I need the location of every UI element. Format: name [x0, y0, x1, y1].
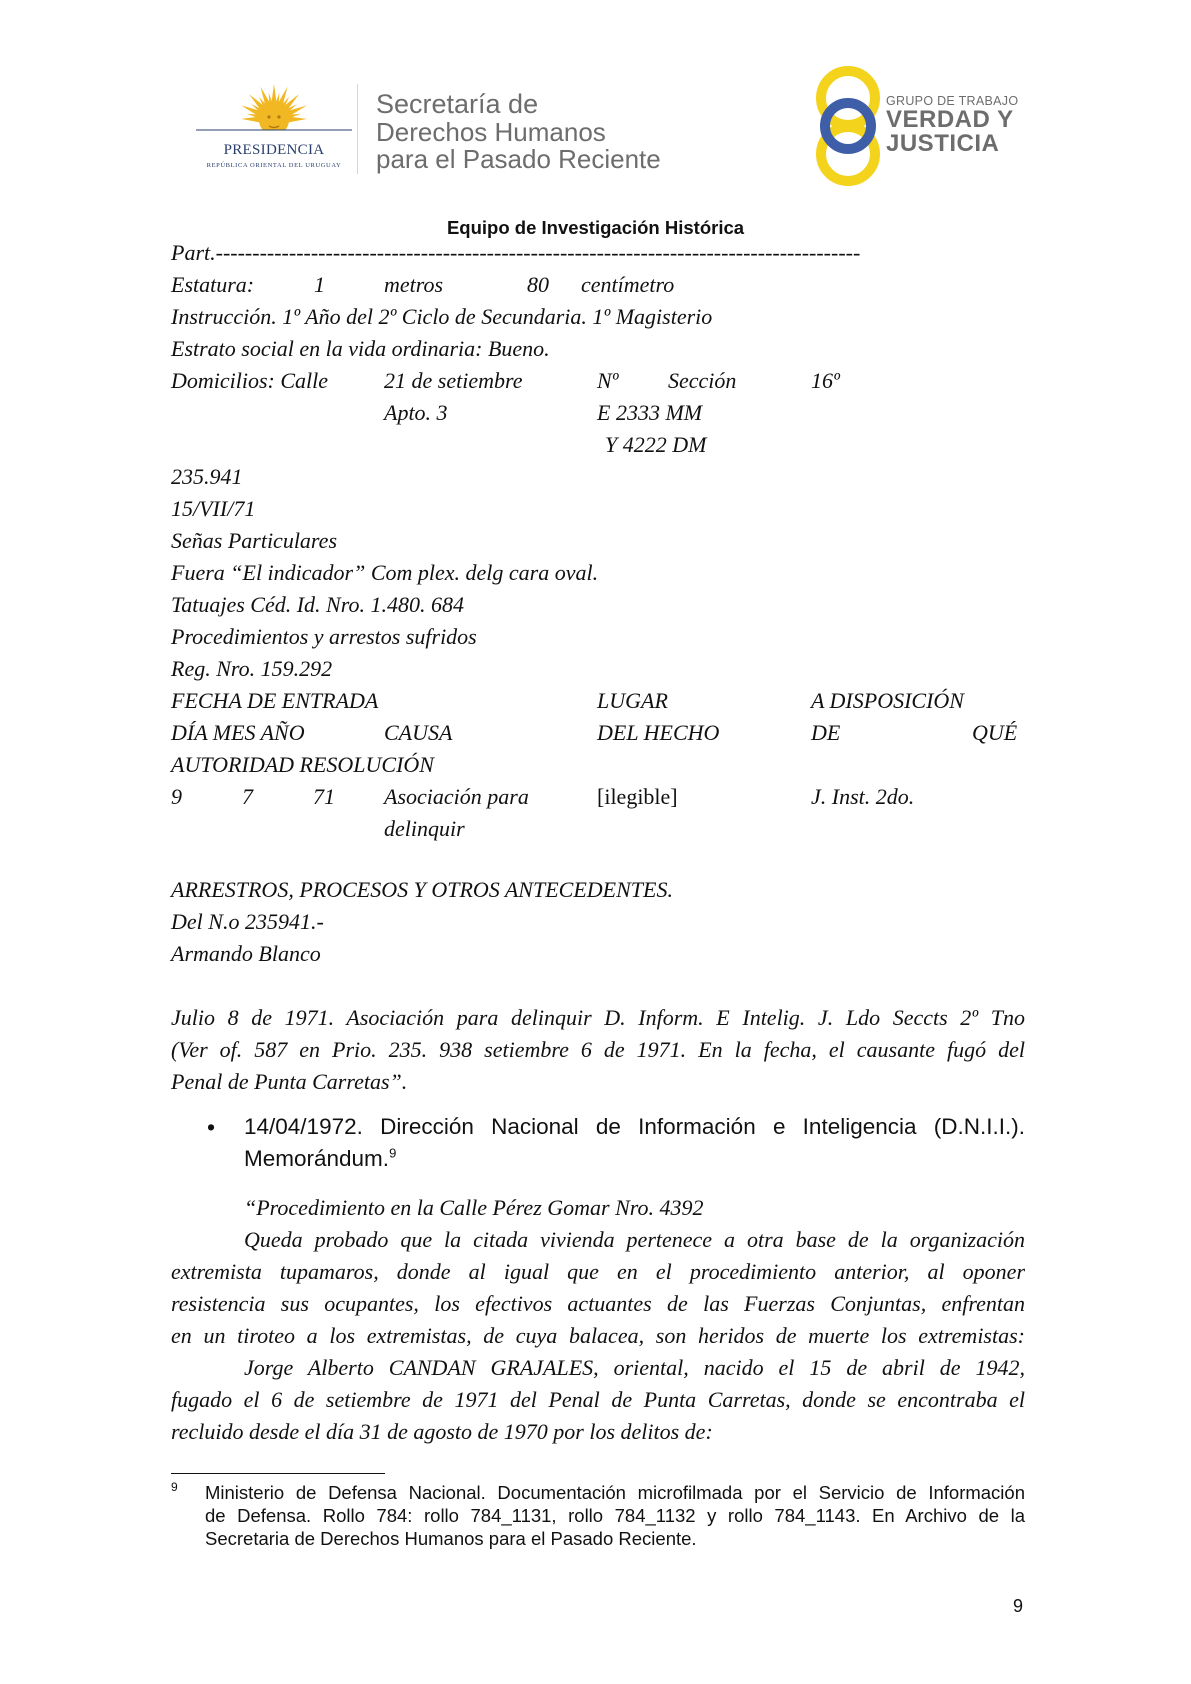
antecedentes-title: ARRESTROS, PROCESOS Y OTROS ANTECEDENTES.	[171, 877, 673, 902]
presidencia-subtitle: REPÚBLICA ORIENTAL DEL URUGUAY	[206, 162, 342, 169]
tatuajes-line: Tatuajes Céd. Id. Nro. 1.480. 684	[171, 592, 464, 617]
domicilios-no: Nº	[597, 368, 619, 393]
instruccion-line: Instrucción. 1º Año del 2º Ciclo de Secundaria. 1º Magisterio	[171, 304, 713, 329]
antecedentes-del-no: Del N.o 235941.-	[171, 909, 324, 934]
fuera-line: Fuera “El indicador” Com plex. delg cara oval.	[171, 560, 599, 585]
quote-p1-line-2: extremista tupamaros, donde al igual que en el procedimiento anterior, al oponer	[171, 1259, 1025, 1284]
th-disposicion: A DISPOSICIÓN	[811, 688, 964, 713]
domicilios-seccion-value: 16º	[811, 368, 840, 393]
domicilios-calle: 21 de setiembre	[384, 368, 523, 393]
quote-p1-line-4: en un tiroteo a los extremistas, de cuya balacea, son heridos de muerte los extremistas:	[171, 1323, 1025, 1348]
th-lugar: LUGAR	[597, 688, 668, 713]
reg-line: Reg. Nro. 159.292	[171, 656, 333, 681]
sun-emblem-icon	[196, 78, 352, 142]
bullet-line-2: Memorándum.	[244, 1146, 390, 1171]
domicilios-e: E 2333 MM	[597, 400, 703, 425]
domicilios-y: Y 4222 DM	[605, 432, 707, 457]
estatura-cm-value: 80	[527, 272, 549, 297]
team-heading: Equipo de Investigación Histórica	[446, 217, 745, 238]
vj-line-1: GRUPO DE TRABAJO	[886, 94, 1019, 108]
th-de: DE	[811, 720, 841, 745]
footnote-text	[205, 1481, 1025, 1550]
domicilios-label: Domicilios: Calle	[171, 368, 329, 393]
td-dia: 9	[171, 784, 182, 809]
vj-line-2: VERDAD Y	[886, 106, 1014, 133]
td-lugar: [ilegible]	[597, 784, 678, 809]
th-dia-mes-anio: DÍA MES AÑO	[171, 720, 305, 745]
quote-paragraph-2	[171, 1352, 1025, 1448]
estatura-meters-value: 1	[314, 272, 325, 297]
antecedentes-line-3: Penal de Punta Carretas”.	[171, 1069, 408, 1094]
quote-p2-line-1: Jorge Alberto CANDAN GRAJALES, oriental, nacido el 15 de abril de 1942,	[244, 1355, 1025, 1380]
presidencia-name: PRESIDENCIA	[223, 142, 325, 158]
footnote-line-2: de Defensa. Rollo 784: rollo 784_1131, rollo 784_1132 y rollo 784_1143. En Archivo de la	[205, 1505, 1025, 1526]
footnote-number: 9	[171, 1480, 178, 1494]
th-autoridad: AUTORIDAD RESOLUCIÓN	[171, 752, 434, 777]
quote-p2-line-3: recluido desde el día 31 de agosto de 1970 por los delitos de:	[171, 1419, 713, 1444]
domicilios-apto: Apto. 3	[384, 400, 448, 425]
verdad-justicia-title	[886, 94, 1018, 156]
th-fecha-entrada: FECHA DE ENTRADA	[171, 688, 379, 713]
td-anio: 71	[313, 784, 335, 809]
record-number: 235.941	[171, 464, 243, 489]
td-disposicion: J. Inst. 2do.	[811, 784, 915, 809]
vj-line-3: JUSTICIA	[886, 130, 1000, 157]
th-que: QUÉ	[972, 720, 1018, 745]
secretaria-line-1: Secretaría de	[376, 89, 539, 119]
quote-p2-line-2: fugado el 6 de setiembre de 1971 del Penal de Punta Carretas, donde se encontraba el	[171, 1387, 1025, 1412]
estatura-cm-unit: centímetro	[581, 272, 675, 297]
estatura-meters-unit: metros	[384, 272, 444, 297]
quote-title: “Procedimiento en la Calle Pérez Gomar Nro. 4392	[244, 1195, 704, 1220]
antecedentes-paragraph	[171, 1002, 1025, 1098]
td-causa-2: delinquir	[384, 816, 465, 841]
estatura-label: Estatura:	[171, 272, 255, 297]
header-divider	[357, 84, 358, 174]
secretaria-title	[376, 90, 661, 173]
presidencia-logo	[196, 78, 352, 178]
antecedentes-name: Armando Blanco	[171, 941, 321, 966]
td-causa-1: Asociación para	[384, 784, 529, 809]
antecedentes-line-2: (Ver of. 587 en Prio. 235. 938 setiembre 6 de 1971. En la fecha, el causante fugó del	[171, 1037, 1025, 1062]
footnote-line-3: Secretaria de Derechos Humanos para el Pasado Reciente.	[205, 1528, 697, 1549]
secretaria-line-2: Derechos Humanos	[376, 117, 606, 147]
quote-p1-line-1: Queda probado que la citada vivienda pertenece a otra base de la organización	[244, 1227, 1025, 1252]
th-causa: CAUSA	[384, 720, 453, 745]
procedimientos-heading: Procedimientos y arrestos sufridos	[171, 624, 477, 649]
footnote-line-1: Ministerio de Defensa Nacional. Documentación microfilmada por el Servicio de Información	[205, 1482, 1025, 1503]
bullet-line-1: 14/04/1972. Dirección Nacional de Información e Inteligencia (D.N.I.I.).	[244, 1114, 1025, 1139]
quote-paragraph-1	[171, 1224, 1025, 1352]
domicilios-seccion: Sección	[668, 368, 737, 393]
footnote-reference[interactable]: 9	[389, 1145, 397, 1161]
bullet-item	[244, 1111, 1025, 1175]
senas-heading: Señas Particulares	[171, 528, 337, 553]
th-del-hecho: DEL HECHO	[597, 720, 720, 745]
record-date: 15/VII/71	[171, 496, 256, 521]
td-mes: 7	[242, 784, 253, 809]
antecedentes-line-1: Julio 8 de 1971. Asociación para delinquir D. Inform. E Intelig. J. Ldo Seccts 2º Tno	[171, 1005, 1025, 1030]
bullet-symbol: •	[207, 1114, 216, 1140]
estrato-line: Estrato social en la vida ordinaria: Bueno.	[171, 336, 550, 361]
part-line: Part.----------------------------------------------------------------------------------------	[171, 240, 861, 265]
page-number: 9	[1013, 1596, 1024, 1616]
secretaria-line-3: para el Pasado Reciente	[376, 144, 661, 174]
quote-p1-line-3: resistencia sus ocupantes, los efectivos actuantes de las Fuerzas Conjuntas, enfrentan	[171, 1291, 1025, 1316]
footnote-rule	[171, 1473, 385, 1474]
